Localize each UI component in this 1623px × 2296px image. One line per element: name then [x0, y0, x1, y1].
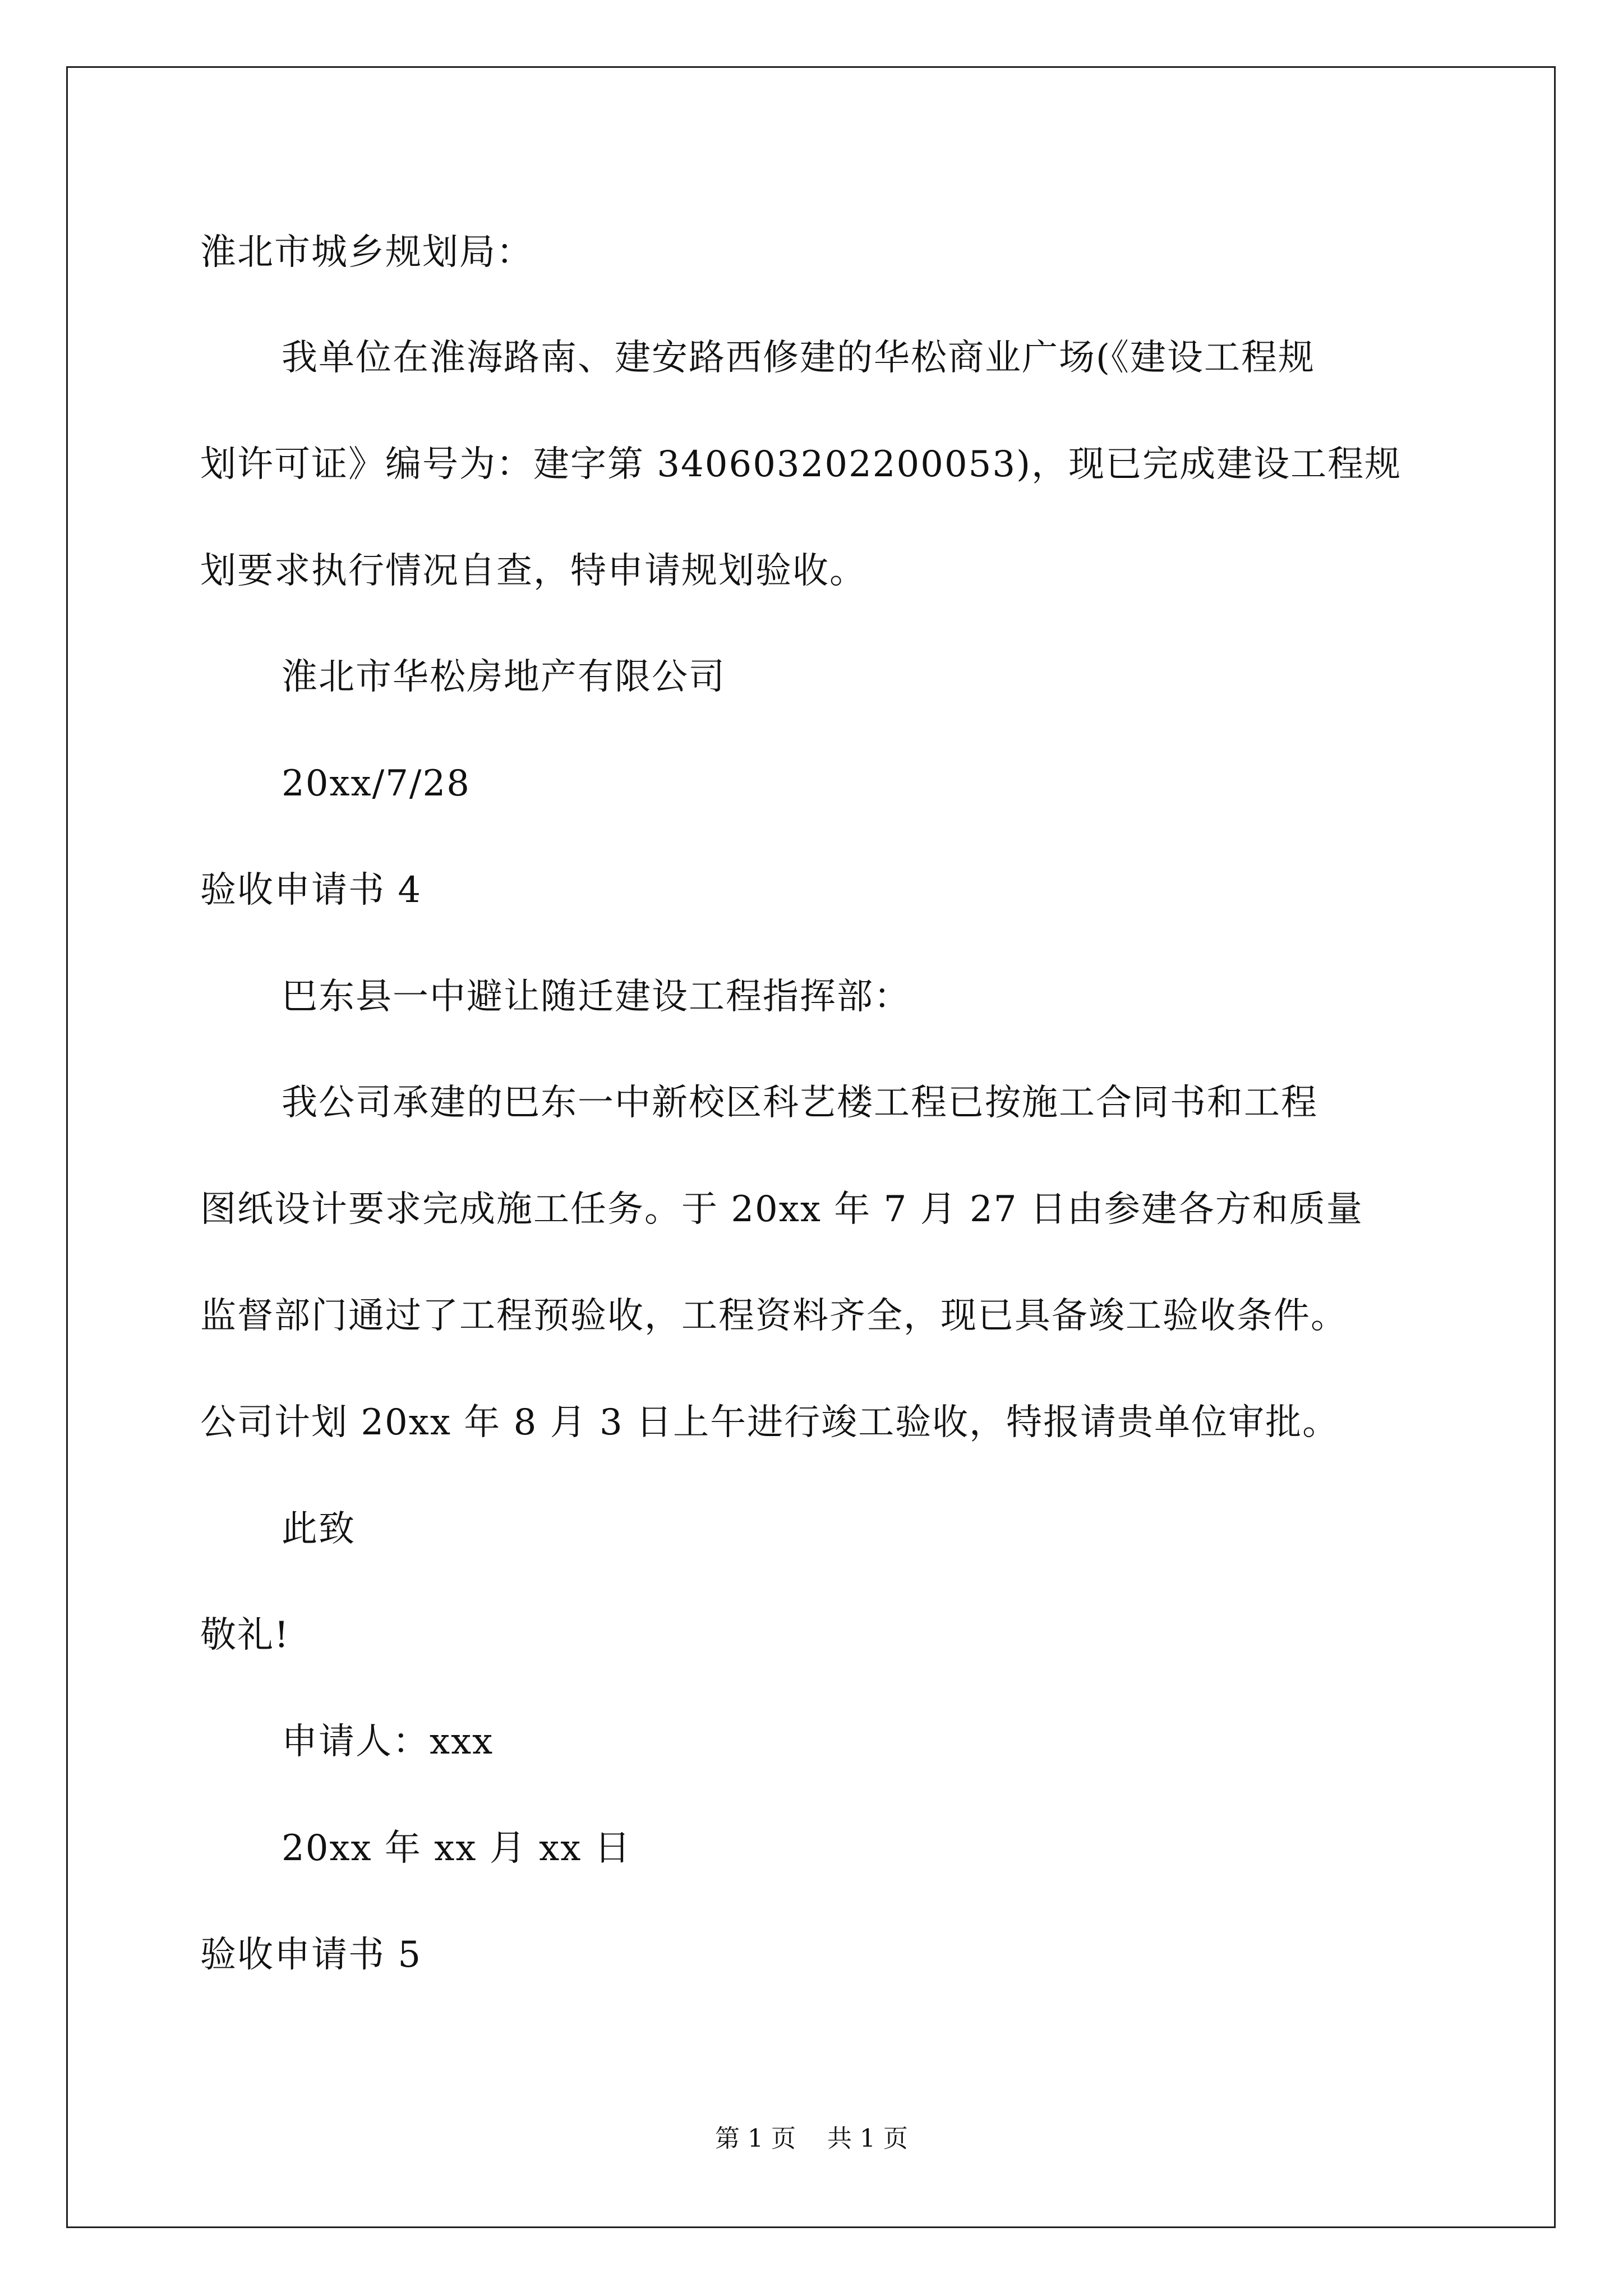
paragraph-line-5: 图纸设计要求完成施工任务。于 20xx 年 7 月 27 日由参建各方和质量: [200, 1189, 1363, 1230]
closing-line-2: 敬礼!: [200, 1614, 290, 1656]
paragraph-line-6: 监督部门通过了工程预验收，工程资料齐全，现已具备竣工验收条件。: [200, 1295, 1348, 1337]
page-footer: 第 1 页 共 1 页: [715, 2124, 908, 2153]
page-border: [66, 66, 1556, 2228]
paragraph-line-3: 划要求执行情况自查，特申请规划验收。: [200, 550, 866, 592]
paragraph-line-4: 我公司承建的巴东一中新校区科艺楼工程已按施工合同书和工程: [282, 1082, 1318, 1124]
applicant-line: 申请人：xxx: [282, 1721, 494, 1763]
paragraph-line-2: 划许可证》编号为：建字第 340603202200053)，现已完成建设工程规: [200, 444, 1402, 485]
section-title-4: 验收申请书 4: [200, 869, 422, 911]
section-title-5: 验收申请书 5: [200, 1934, 422, 1976]
closing-line-1: 此致: [282, 1508, 356, 1550]
paragraph-line-1: 我单位在淮海路南、建安路西修建的华松商业广场(《建设工程规: [282, 337, 1315, 379]
paragraph-line-7: 公司计划 20xx 年 8 月 3 日上午进行竣工验收，特报请贵单位审批。: [200, 1402, 1340, 1443]
date-line-2: 20xx 年 xx 月 xx 日: [282, 1828, 631, 1869]
company-name: 淮北市华松房地产有限公司: [282, 656, 726, 698]
recipient-line-1: 淮北市城乡规划局：: [200, 232, 533, 273]
recipient-line-2: 巴东县一中避让随迁建设工程指挥部：: [282, 976, 911, 1018]
date-line-1: 20xx/7/28: [282, 763, 471, 804]
